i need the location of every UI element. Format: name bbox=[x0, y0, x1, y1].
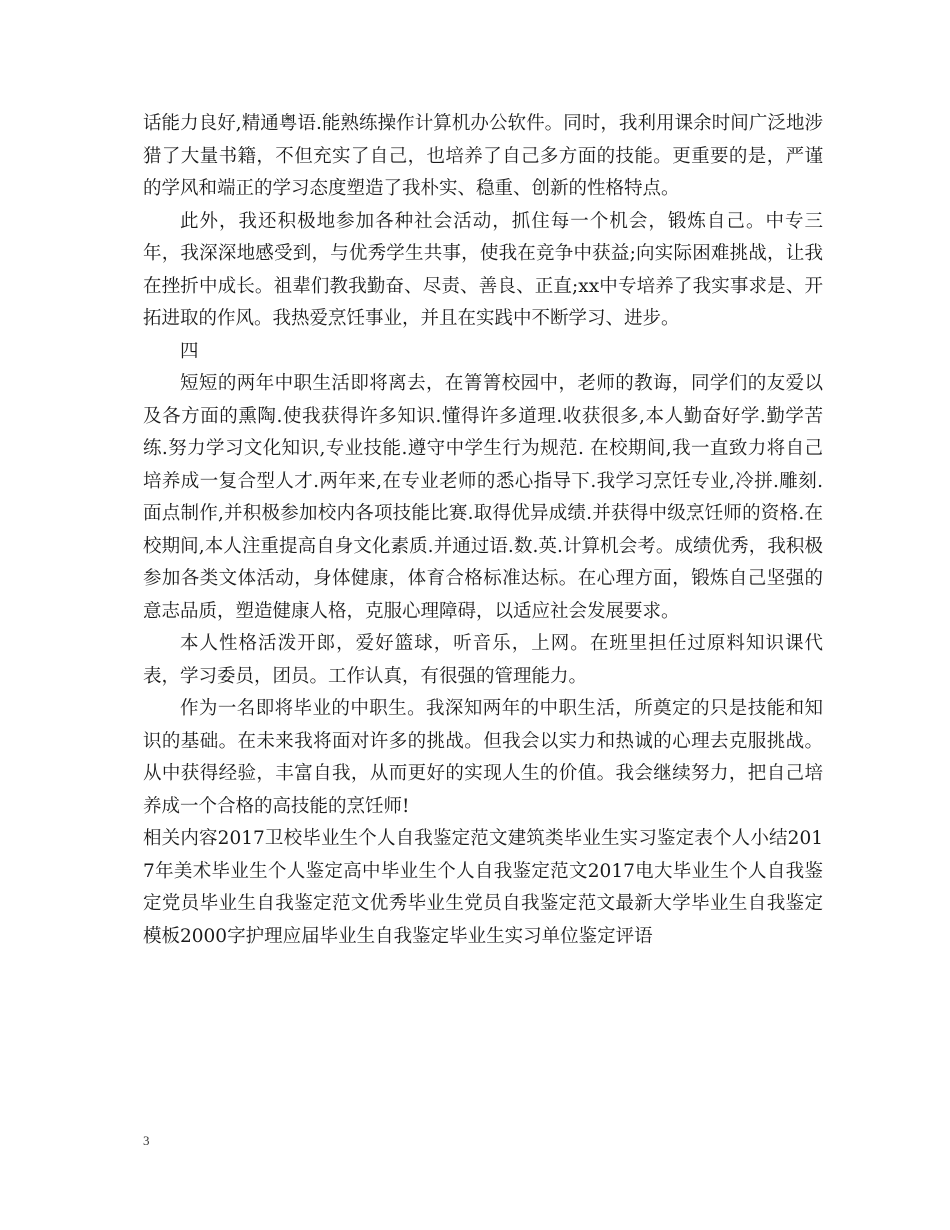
paragraph-3: 短短的两年中职生活即将离去，在箐箐校园中，老师的教诲，同学们的友爱以及各方面的熏陶.使我获得许多知识.懂得许多道理.收获很多,本人勤奋好学.勤学苦练.努力学习文化知识,专业技能.遵守中学生行为规范. 在校期间,我一直致力将自己培养成一复合型人才.两年来,在专业老师的悉心指导下.我学习烹饪专业,冷拼.雕刻.面点制作,并积极参加校内各项技能比赛.取得优异成绩.并获得中级烹饪师的资格.在校期间,本人注重提高自身文化素质.并通过语.数.英.计算机会考。成绩优秀，我积极参加各类文体活动，身体健康，体育合格标准达标。在心理方面，锻炼自己坚强的意志品质，塑造健康人格，克服心理障碍，以适应社会发展要求。 bbox=[143, 373, 823, 622]
paragraph-4: 本人性格活泼开郎，爱好篮球，听音乐，上网。在班里担任过原料知识课代表，学习委员，团员。工作认真，有很强的管理能力。 bbox=[143, 633, 823, 687]
paragraph-2: 此外，我还积极地参加各种社会活动，抓住每一个机会，锻炼自己。中专三年，我深深地感受到，与优秀学生共事，使我在竞争中获益;向实际困难挑战，让我在挫折中成长。祖辈们教我勤奋、尽责、善良、正直;xx中专培养了我实事求是、开拓进取的作风。我热爱烹饪事业，并且在实践中不断学习、进步。 bbox=[143, 210, 823, 329]
paragraph-5: 作为一名即将毕业的中职生。我深知两年的中职生活，所奠定的只是技能和知识的基础。在未来我将面对许多的挑战。但我会以实力和热诚的心理去克服挑战。从中获得经验，丰富自我，从而更好的实现人生的价值。我会继续努力，把自己培养成一个合格的高技能的烹饪师! bbox=[143, 698, 823, 817]
section-heading: 四 bbox=[180, 340, 199, 362]
paragraph-1: 话能力良好,精通粤语.能熟练操作计算机办公软件。同时，我利用课余时间广泛地涉猎了大量书籍，不但充实了自己，也培养了自己多方面的技能。更重要的是，严谨的学风和端正的学习态度塑造了我朴实、稳重、创新的性格特点。 bbox=[143, 113, 823, 199]
page-number: 3 bbox=[143, 1133, 150, 1148]
related-content: 相关内容2017卫校毕业生个人自我鉴定范文建筑类毕业生实习鉴定表个人小结2017年美术毕业生个人鉴定高中毕业生个人自我鉴定范文2017电大毕业生个人自我鉴定党员毕业生自我鉴定范文优秀毕业生党员自我鉴定范文最新大学毕业生自我鉴定模板2000字护理应届毕业生自我鉴定毕业生实习单位鉴定评语 bbox=[143, 828, 823, 947]
document-body bbox=[143, 108, 823, 953]
